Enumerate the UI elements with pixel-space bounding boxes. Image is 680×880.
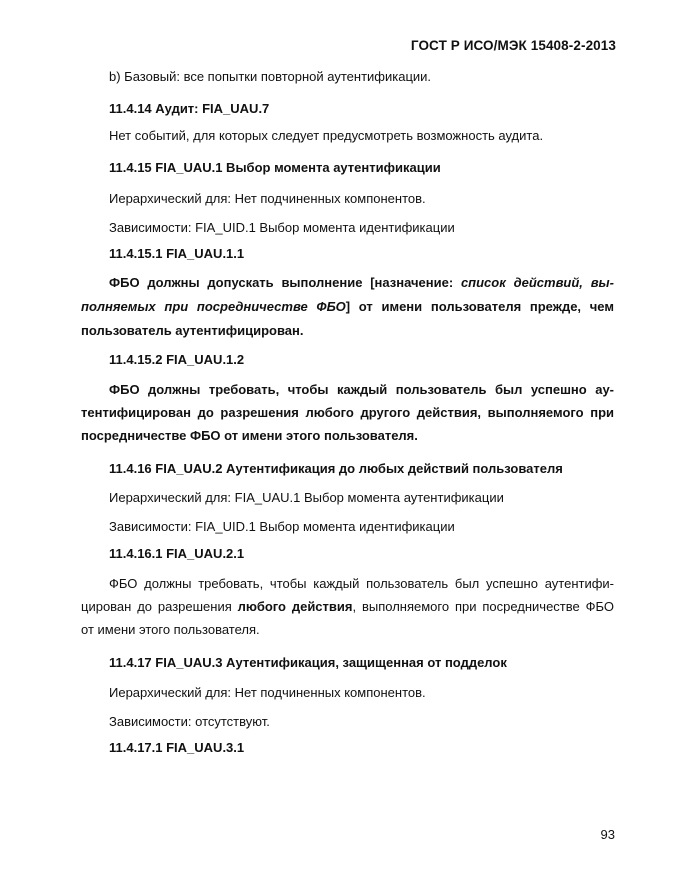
section-heading-11-4-15-1: 11.4.15.1 FIA_UAU.1.1 [109,246,245,261]
hierarchical-line: Иерархический для: FIA_UAU.1 Выбор момента аутентификации [109,490,504,505]
hierarchical-line: Иерархический для: Нет подчиненных компонентов. [109,685,426,700]
text-segment: ФБО должны допускать выполнение [назначение: [109,275,461,290]
emphasis-bold-text: любого действия [237,599,353,614]
paragraph-uau-1-1-line-3: пользователь аутентифицирован. [81,323,304,338]
paragraph-uau-1-1-line-2 [81,299,614,314]
section-heading-11-4-14: 11.4.14 Аудит: FIA_UAU.7 [109,101,270,116]
assignment-italic-text: список действий, вы- [460,275,614,290]
section-heading-11-4-16: 11.4.16 FIA_UAU.2 Аутентификация до любых действий пользователя [109,461,563,476]
paragraph-uau-2-1-line-1: ФБО должны требовать, чтобы каждый пользователь был успешно аутентифи- [109,576,614,591]
document-id-header: ГОСТ Р ИСО/МЭК 15408-2-2013 [410,38,616,53]
paragraph-uau-1-2-line-2: тентифицирован до разрешения любого другого действия, выполняемого при [81,405,614,420]
section-heading-11-4-16-1: 11.4.16.1 FIA_UAU.2.1 [109,546,245,561]
assignment-italic-text: полняемых при посредничестве ФБО [81,299,346,314]
page-number: 93 [600,827,615,842]
list-item-basic: b) Базовый: все попытки повторной аутентификации. [109,69,432,84]
paragraph-audit-events: Нет событий, для которых следует предусмотреть возможность аудита. [109,128,544,143]
dependencies-line: Зависимости: FIA_UID.1 Выбор момента идентификации [109,519,455,534]
text-segment: цирован до разрешения [81,599,238,614]
text-segment: ] от имени пользователя прежде, чем [345,299,614,314]
paragraph-uau-1-2-line-3: посредничестве ФБО от имени этого пользователя. [81,428,418,443]
section-heading-11-4-15-2: 11.4.15.2 FIA_UAU.1.2 [109,352,245,367]
paragraph-uau-1-2-line-1: ФБО должны требовать, чтобы каждый пользователь был успешно ау- [109,382,614,397]
text-segment: , выполняемого при посредничестве ФБО [352,599,614,614]
section-heading-11-4-15: 11.4.15 FIA_UAU.1 Выбор момента аутентификации [109,160,441,175]
paragraph-uau-2-1-line-3: от имени этого пользователя. [81,622,260,637]
section-heading-11-4-17: 11.4.17 FIA_UAU.3 Аутентификация, защищенная от подделок [109,655,507,670]
section-heading-11-4-17-1: 11.4.17.1 FIA_UAU.3.1 [109,740,245,755]
dependencies-line: Зависимости: FIA_UID.1 Выбор момента идентификации [109,220,455,235]
paragraph-uau-1-1-line-1 [109,275,614,290]
dependencies-line: Зависимости: отсутствуют. [109,714,270,729]
paragraph-uau-2-1-line-2 [81,599,614,614]
hierarchical-line: Иерархический для: Нет подчиненных компонентов. [109,191,426,206]
